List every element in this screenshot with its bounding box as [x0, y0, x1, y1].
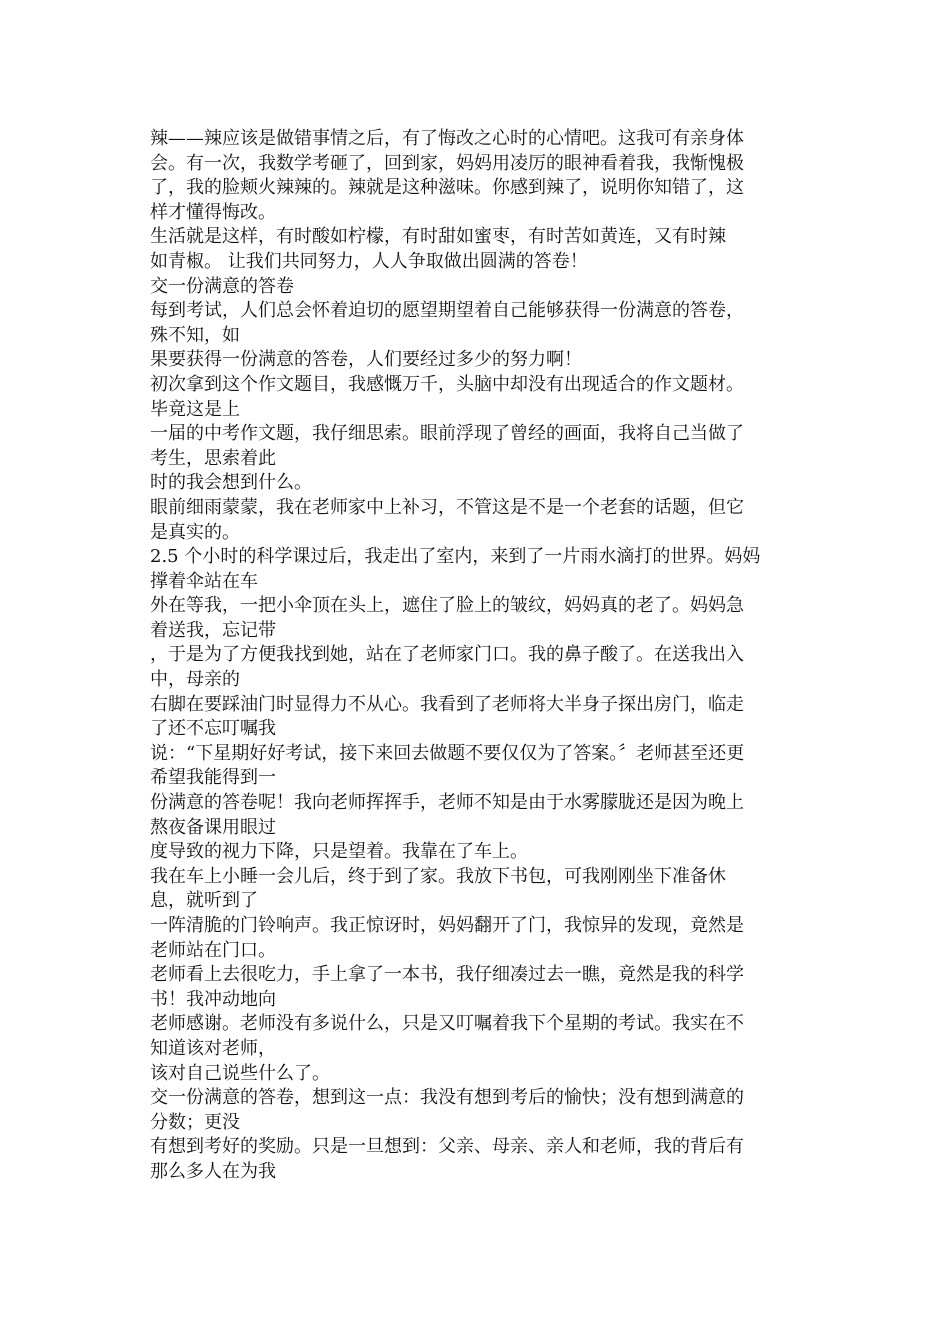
- text-line: 每到考试，人们总会怀着迫切的愿望期望着自己能够获得一份满意的答卷，: [150, 300, 744, 322]
- text-line: 分数；更没: [150, 1111, 240, 1133]
- text-line: 老师站在门口。: [150, 939, 276, 961]
- text-line: 那么多人在为我: [150, 1160, 276, 1182]
- text-line: 毕竟这是上: [150, 398, 240, 420]
- text-line: 一届的中考作文题，我仔细思索。眼前浮现了曾经的画面，我将自己当做了: [150, 423, 744, 445]
- text-line: 说：“下星期好好考试，接下来回去做题不要仅仅为了答案。〞老师甚至还更: [150, 742, 745, 764]
- text-line: 如青椒。 让我们共同努力，人人争取做出圆满的答卷！: [150, 250, 588, 272]
- text-line: 时的我会想到什么。: [150, 472, 312, 494]
- text-line: 了，我的脸颊火辣辣的。辣就是这种滋味。你感到辣了，说明你知错了，这: [150, 177, 744, 199]
- text-line: 果要获得一份满意的答卷，人们要经过多少的努力啊！: [150, 349, 582, 371]
- text-line: 2.5 个小时的科学课过后，我走出了室内，来到了一片雨水滴打的世界。妈妈: [150, 546, 761, 568]
- text-line: 有想到考好的奖励。只是一旦想到：父亲、母亲、亲人和老师，我的背后有: [150, 1136, 744, 1158]
- text-line: 右脚在要踩油门时显得力不从心。我看到了老师将大半身子探出房门，临走: [150, 693, 744, 715]
- text-line: ，于是为了方便我找到她，站在了老师家门口。我的鼻子酸了。在送我出入: [150, 644, 744, 666]
- text-line: 中，母亲的: [150, 669, 240, 691]
- text-line: 撑着伞站在车: [150, 570, 258, 592]
- text-line: 殊不知，如: [150, 324, 240, 346]
- text-line: 份满意的答卷呢！我向老师挥挥手，老师不知是由于水雾朦胧还是因为晚上: [150, 792, 744, 814]
- text-line: 交一份满意的答卷，想到这一点：我没有想到考后的愉快；没有想到满意的: [150, 1087, 744, 1109]
- text-line: 一阵清脆的门铃响声。我正惊讶时，妈妈翻开了门，我惊异的发现，竟然是: [150, 915, 744, 936]
- text-line: 辣——辣应该是做错事情之后，有了悔改之心时的心情吧。这我可有亲身体: [150, 128, 744, 149]
- text-line: 眼前细雨蒙蒙，我在老师家中上补习，不管这是不是一个老套的话题，但它: [150, 496, 744, 518]
- text-line: 了还不忘叮嘱我: [150, 718, 276, 740]
- text-line: 外在等我，一把小伞顶在头上，遮住了脸上的皱纹，妈妈真的老了。妈妈急: [150, 595, 744, 617]
- text-line: 老师看上去很吃力，手上拿了一本书，我仔细凑过去一瞧，竟然是我的科学: [150, 964, 744, 986]
- text-line: 度导致的视力下降，只是望着。我靠在了车上。: [150, 841, 528, 863]
- text-line: 书！我冲动地向: [150, 988, 276, 1010]
- text-line: 老师感谢。老师没有多说什么，只是又叮嘱着我下个星期的考试。我实在不: [150, 1013, 744, 1035]
- text-line: 知道该对老师，: [150, 1037, 276, 1059]
- text-line: 初次拿到这个作文题目，我感慨万千，头脑中却没有出现适合的作文题材。: [150, 373, 744, 395]
- text-line: 交一份满意的答卷: [150, 275, 294, 297]
- text-line: 考生，思索着此: [150, 447, 276, 469]
- text-line: 熬夜备课用眼过: [150, 816, 276, 838]
- text-line: 息，就听到了: [150, 890, 258, 912]
- text-line: 样才懂得悔改。: [150, 201, 276, 223]
- text-line: 是真实的。: [150, 521, 240, 543]
- document-body: [150, 127, 802, 1185]
- text-line: 生活就是这样，有时酸如柠檬，有时甜如蜜枣，有时苦如黄连，又有时辣: [150, 226, 726, 248]
- text-line: 希望我能得到一: [150, 767, 276, 789]
- text-line: 着送我，忘记带: [150, 619, 276, 641]
- text-line: 会。有一次，我数学考砸了，回到家，妈妈用凌厉的眼神看着我，我惭愧极: [150, 152, 744, 174]
- text-line: 该对自己说些什么了。: [150, 1062, 330, 1084]
- text-line: 我在车上小睡一会儿后，终于到了家。我放下书包，可我刚刚坐下准备休: [150, 865, 726, 887]
